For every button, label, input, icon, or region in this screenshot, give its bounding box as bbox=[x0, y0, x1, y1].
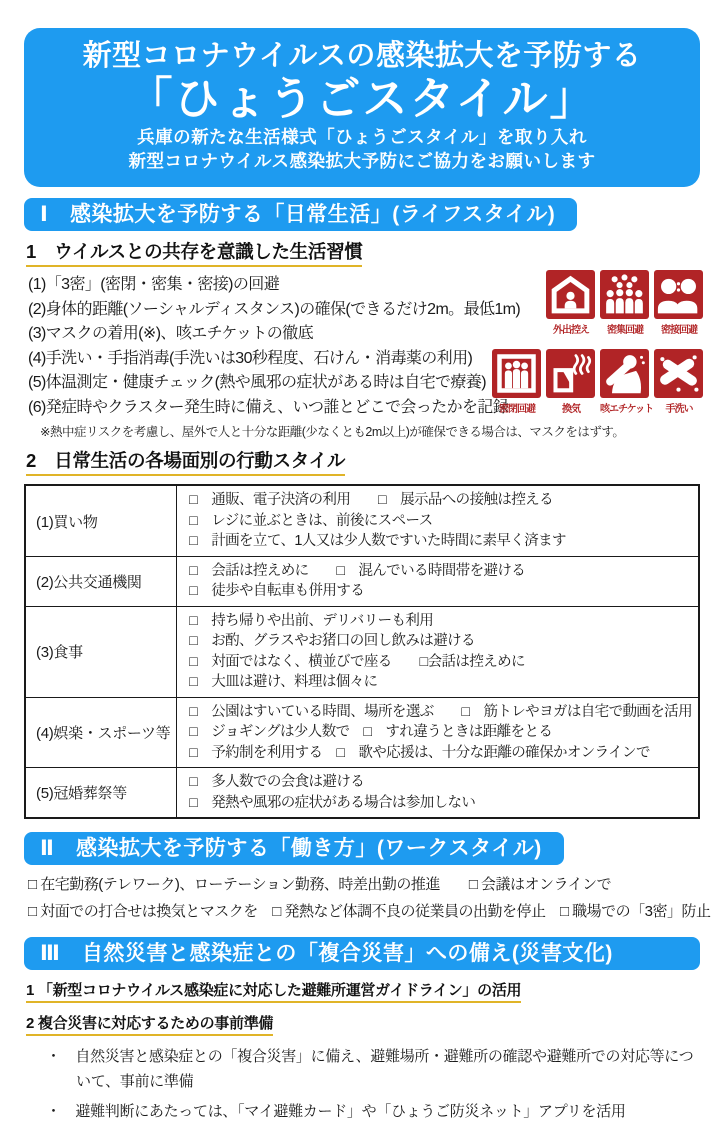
habit-item: (3)マスクの着用(※)、咳エチケットの徹底 bbox=[28, 325, 313, 343]
workstyle-checklist bbox=[28, 871, 724, 925]
disaster-bullet: ・ 避難判断にあたっては、「マイ避難カード」や「ひょうご防災ネット」アプリを活用 bbox=[46, 1103, 626, 1121]
actions-cell bbox=[177, 485, 699, 556]
section2-bar-wrap bbox=[24, 832, 700, 865]
pictogram-ventilation bbox=[546, 349, 596, 415]
action-item: □ 計画を立て、1人又は少人数ですいた時間に素早く済ます bbox=[189, 533, 566, 550]
disaster-bullet: ・ 自然災害と感染症との「複合災害」に備え、避難場所・避難所の確認や避難所での対応等について、事前に準備 bbox=[46, 1048, 694, 1091]
disaster-preparation-item: 2 複合災害に対応するための事前準備 bbox=[26, 1012, 273, 1036]
habit-item: (1)「3密」(密閉・密集・密接)の回避 bbox=[28, 276, 280, 294]
scene-cell: (1)買い物 bbox=[25, 485, 177, 556]
avoid-closed-spaces-icon bbox=[492, 349, 541, 398]
pictogram-label: 密集回避 bbox=[607, 325, 643, 336]
scene-cell: (2)公共交通機関 bbox=[25, 556, 177, 606]
prevention-pictograms bbox=[488, 270, 704, 415]
action-item: □ 多人数での会食は避ける bbox=[189, 774, 365, 791]
action-item: □ 公園はすいている時間、場所を選ぶ □ 筋トレやヨガは自宅で動画を活用 bbox=[189, 703, 692, 720]
pictogram-label: 手洗い bbox=[665, 404, 693, 415]
scene-behaviour-table bbox=[24, 484, 700, 819]
pictogram-cough-etiquette bbox=[600, 349, 654, 415]
section2-title-bar: Ⅱ 感染拡大を予防する「働き方」(ワークスタイル) bbox=[24, 832, 564, 865]
actions-cell bbox=[177, 697, 699, 768]
workstyle-item: □ 在宅勤務(テレワーク)、ローテーション勤務、時差出勤の推進 □ 会議はオンラインで bbox=[28, 876, 612, 894]
pictogram-label: 密閉回避 bbox=[499, 404, 535, 415]
action-item: □ ジョギングは少人数で □ すれ違うときは距離をとる bbox=[189, 724, 553, 741]
pictogram-label: 外出控え bbox=[553, 325, 589, 336]
pictogram-row-1 bbox=[488, 270, 704, 336]
pictogram-avoid-close-contact bbox=[654, 270, 704, 336]
stay-home-icon bbox=[546, 270, 595, 319]
section3-bar-wrap bbox=[24, 937, 700, 970]
disaster-bullet-list bbox=[46, 1044, 700, 1124]
table-row bbox=[25, 606, 699, 697]
pictogram-label: 換気 bbox=[562, 404, 580, 415]
habit-item: (5)体温測定・健康チェック(熱や風邪の症状がある時は自宅で療養) bbox=[28, 374, 486, 392]
header-subtitle-line2: 新型コロナウイルス感染拡大予防にご協力をお願いします bbox=[128, 151, 596, 172]
habit-item: (6)発症時やクラスター発生時に備え、いつ誰とどこで会ったかを記録 bbox=[28, 398, 509, 416]
section1-title-bar: Ⅰ 感染拡大を予防する「日常生活」(ライフスタイル) bbox=[24, 198, 577, 231]
action-item: □ 会話は控えめに □ 混んでいる時間帯を避ける bbox=[189, 562, 526, 579]
header-title-line2: 「ひょうごスタイル」 bbox=[127, 73, 597, 125]
habits-heading: 1 ウイルスとの共存を意識した生活習慣 bbox=[26, 238, 362, 267]
workstyle-item: □ 対面での打合せは換気とマスクを □ 発熱など体調不良の従業員の出勤を停止 □ 職場での「3密」防止 bbox=[28, 903, 711, 921]
avoid-close-contact-icon bbox=[654, 270, 703, 319]
section1-bar-wrap bbox=[24, 198, 700, 231]
table-row bbox=[25, 768, 699, 819]
action-item: □ 対面ではなく、横並びで座る □会話は控えめに bbox=[189, 653, 525, 670]
pictogram-avoid-crowds bbox=[600, 270, 650, 336]
table-row bbox=[25, 556, 699, 606]
pictogram-stay-home bbox=[546, 270, 596, 336]
action-item: □ 持ち帰りや出前、デリバリーも利用 bbox=[189, 612, 434, 629]
mask-footnote: ※熱中症リスクを考慮し、屋外で人と十分な距離(少なくとも2m以上)が確保できる場合は、マスクをはずす。 bbox=[40, 425, 625, 440]
pictogram-label: 咳エチケット bbox=[600, 404, 654, 415]
action-item: □ お酌、グラスやお猪口の回し飲みは避ける bbox=[189, 633, 475, 650]
habit-item: (4)手洗い・手指消毒(手洗いは30秒程度、石けん・消毒薬の利用) bbox=[28, 349, 473, 367]
actions-cell bbox=[177, 606, 699, 697]
header-title-line1: 新型コロナウイルスの感染拡大を予防する bbox=[82, 40, 642, 72]
action-item: □ 発熱や風邪の症状がある場合は参加しない bbox=[189, 794, 476, 811]
scenes-heading: 2 日常生活の各場面別の行動スタイル bbox=[26, 447, 345, 476]
scene-cell: (3)食事 bbox=[25, 606, 177, 697]
pictogram-label: 密接回避 bbox=[661, 325, 697, 336]
pictogram-avoid-closed-spaces bbox=[492, 349, 542, 415]
habits-list bbox=[28, 273, 540, 420]
avoid-crowds-icon bbox=[600, 270, 649, 319]
table-row bbox=[25, 697, 699, 768]
table-row bbox=[25, 485, 699, 556]
section3-title-bar: Ⅲ 自然災害と感染症との「複合災害」への備え(災害文化) bbox=[24, 937, 700, 970]
actions-cell bbox=[177, 556, 699, 606]
action-item: □ 大皿は避け、料理は個々に bbox=[189, 674, 378, 691]
pictogram-row-2 bbox=[488, 349, 704, 415]
action-item: □ 徒歩や自転車も併用する bbox=[189, 583, 365, 600]
habit-item: (2)身体的距離(ソーシャルディスタンス)の確保(できるだけ2m。最低1m) bbox=[28, 300, 521, 318]
action-item: □ レジに並ぶときは、前後にスペース bbox=[189, 512, 433, 529]
cough-etiquette-icon bbox=[600, 349, 649, 398]
hand-washing-icon bbox=[654, 349, 703, 398]
pictogram-hand-washing bbox=[654, 349, 704, 415]
header-subtitle-line1: 兵庫の新たな生活様式「ひょうごスタイル」を取り入れ bbox=[137, 126, 587, 147]
poster-header bbox=[24, 28, 700, 187]
actions-cell bbox=[177, 768, 699, 819]
disaster-guideline-item: 1 「新型コロナウイルス感染症に対応した避難所運営ガイドライン」の活用 bbox=[26, 979, 521, 1003]
ventilation-icon bbox=[546, 349, 595, 398]
action-item: □ 予約制を利用する □ 歌や応援は、十分な距離の確保かオンラインで bbox=[189, 744, 650, 761]
action-item: □ 通販、電子決済の利用 □ 展示品への接触は控える bbox=[189, 492, 553, 509]
scene-cell: (5)冠婚葬祭等 bbox=[25, 768, 177, 819]
scene-cell: (4)娯楽・スポーツ等 bbox=[25, 697, 177, 768]
